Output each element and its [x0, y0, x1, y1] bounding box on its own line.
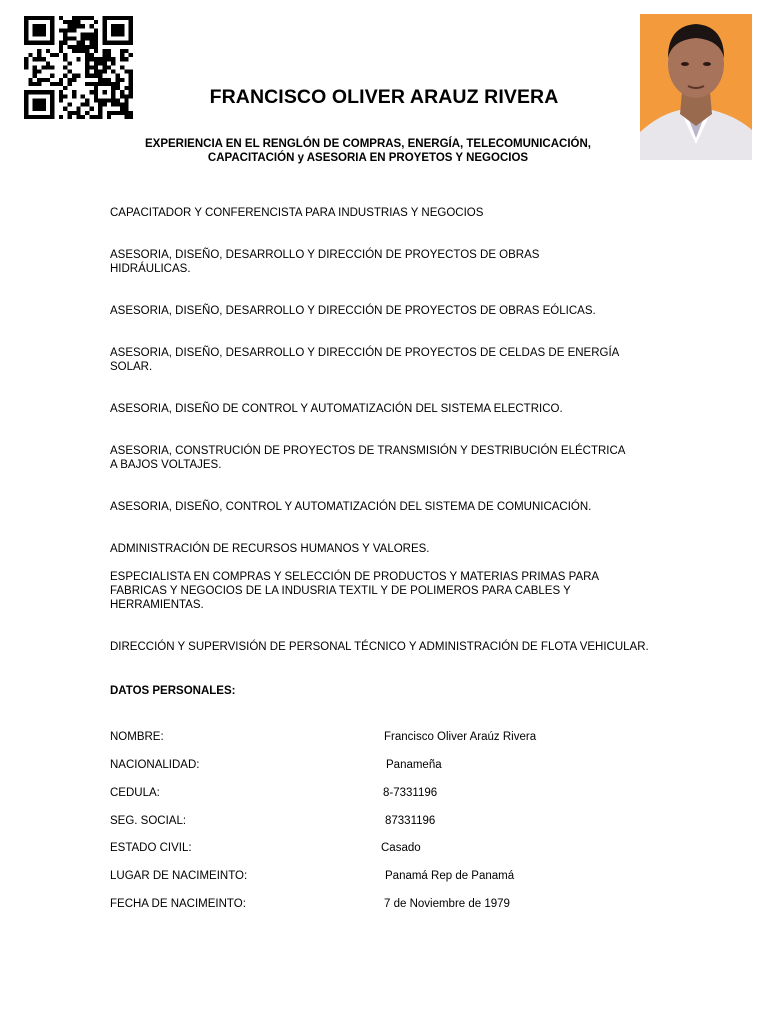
experience-item: DIRECCIÓN Y SUPERVISIÓN DE PERSONAL TÉCNICO Y ADMINISTRACIÓN DE FLOTA VEHICULAR. [110, 641, 649, 653]
field-value-lugar-nacimiento: Panamá Rep de Panamá [385, 870, 515, 882]
experience-item: ESPECIALISTA EN COMPRAS Y SELECCIÓN DE PRODUCTOS Y MATERIAS PRIMAS PARA FABRICAS Y NEGOCIOS DE LA INDUSRIA TEXTIL Y DE POLIMEROS PARA CABLES Y HERRAMIENTAS. [110, 571, 599, 612]
field-value-estado-civil: Casado [381, 842, 421, 854]
experience-item: ASESORIA, DISEÑO DE CONTROL Y AUTOMATIZACIÓN DEL SISTEMA ELECTRICO. [110, 403, 563, 415]
personal-data-heading: DATOS PERSONALES: [110, 685, 236, 697]
experience-item: CAPACITADOR Y CONFERENCISTA PARA INDUSTRIAS Y NEGOCIOS [110, 207, 484, 219]
field-value-cedula: 8-7331196 [383, 787, 438, 799]
experience-item: ASESORIA, DISEÑO, DESARROLLO Y DIRECCIÓN DE PROYECTOS DE OBRAS EÓLICAS. [110, 305, 596, 317]
subtitle-line-2: CAPACITACIÓN y ASESORIA EN PROYETOS Y NEGOCIOS [207, 152, 529, 164]
field-label-estado-civil: ESTADO CIVIL: [110, 842, 192, 854]
field-value-fecha-nacimiento: 7 de Noviembre de 1979 [384, 898, 510, 910]
field-label-seg-social: SEG. SOCIAL: [110, 815, 187, 827]
experience-item: ASESORIA, DISEÑO, CONTROL Y AUTOMATIZACIÓN DEL SISTEMA DE COMUNICACIÓN. [110, 501, 592, 513]
candidate-name: FRANCISCO OLIVER ARAUZ RIVERA [209, 86, 559, 108]
field-label-lugar-nacimiento: LUGAR DE NACIMEINTO: [110, 870, 248, 882]
experience-item: ASESORIA, CONSTRUCIÓN DE PROYECTOS DE TRANSMISIÓN Y DESTRIBUCIÓN ELÉCTRICA A BAJOS VOLTAJES. [110, 445, 625, 472]
field-label-fecha-nacimiento: FECHA DE NACIMEINTO: [110, 898, 246, 910]
field-value-nacionalidad: Panameña [386, 759, 442, 771]
experience-item: ASESORIA, DISEÑO, DESARROLLO Y DIRECCIÓN DE PROYECTOS DE OBRAS HIDRÁULICAS. [110, 249, 540, 276]
field-label-cedula: CEDULA: [110, 787, 160, 799]
field-label-nacionalidad: NACIONALIDAD: [110, 759, 200, 771]
experience-item: ASESORIA, DISEÑO, DESARROLLO Y DIRECCIÓN DE PROYECTOS DE CELDAS DE ENERGÍA SOLAR. [110, 347, 619, 374]
experience-item: ADMINISTRACIÓN DE RECURSOS HUMANOS Y VALORES. [110, 543, 430, 555]
subtitle-line-1: EXPERIENCIA EN EL RENGLÓN DE COMPRAS, ENERGÍA, TELECOMUNICACIÓN, [145, 138, 591, 150]
field-value-seg-social: 87331196 [385, 815, 436, 827]
field-label-nombre: NOMBRE: [110, 731, 164, 743]
profile-summary [90, 137, 646, 165]
field-value-nombre: Francisco Oliver Araúz Rivera [384, 731, 537, 743]
